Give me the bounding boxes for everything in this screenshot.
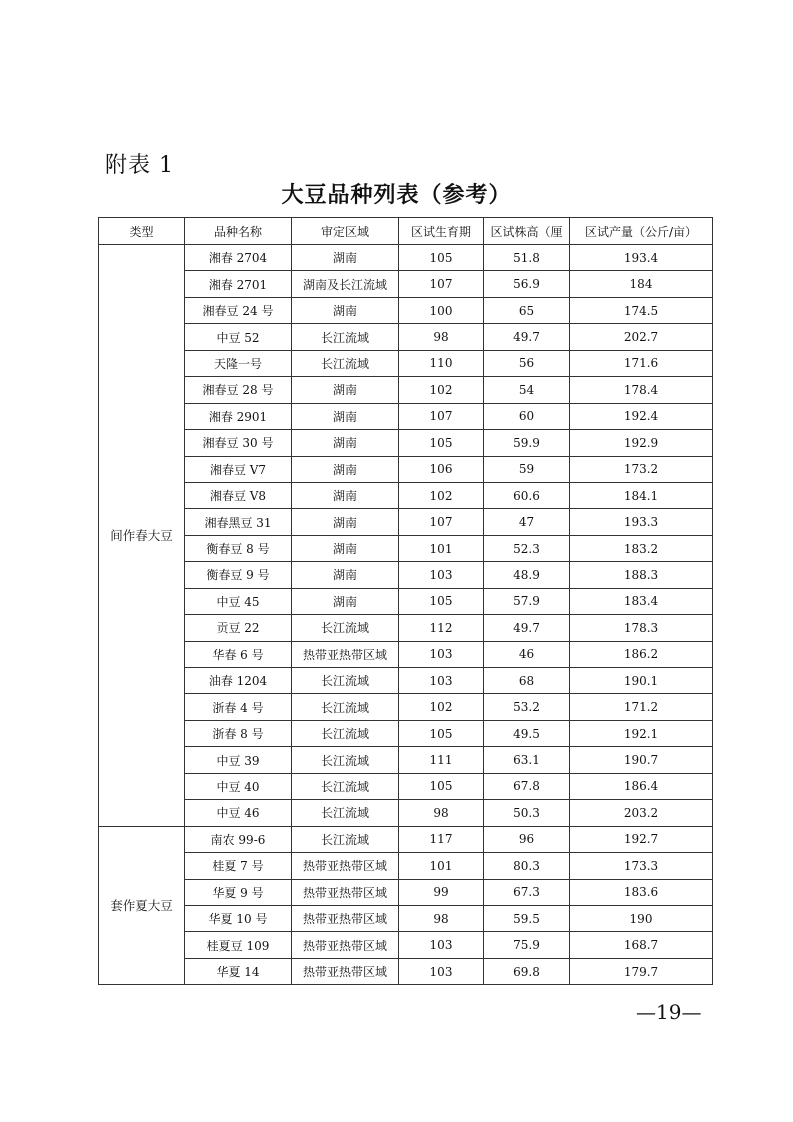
cell-growth-period: 102 <box>399 694 484 720</box>
cell-variety-name: 湘春豆 30 号 <box>185 430 292 456</box>
cell-growth-period: 101 <box>399 535 484 561</box>
cell-variety-name: 华春 6 号 <box>185 641 292 667</box>
header-approved-region: 审定区域 <box>292 218 399 245</box>
cell-plant-height: 59 <box>484 456 570 482</box>
cell-plant-height: 63.1 <box>484 747 570 773</box>
cell-plant-height: 57.9 <box>484 588 570 614</box>
cell-plant-height: 49.7 <box>484 324 570 350</box>
page-title: 大豆品种列表（参考） <box>281 182 512 208</box>
cell-approved-region: 湖南 <box>292 245 399 271</box>
cell-growth-period: 102 <box>399 482 484 508</box>
cell-variety-name: 中豆 46 <box>185 800 292 826</box>
table-row <box>99 773 713 799</box>
cell-yield: 179.7 <box>570 958 713 984</box>
header-yield: 区试产量（公斤/亩） <box>570 218 713 245</box>
table-row <box>99 562 713 588</box>
cell-growth-period: 107 <box>399 509 484 535</box>
cell-approved-region: 热带亚热带区域 <box>292 958 399 984</box>
cell-variety-name: 中豆 40 <box>185 773 292 799</box>
table-row <box>99 958 713 984</box>
cell-approved-region: 长江流域 <box>292 668 399 694</box>
cell-growth-period: 111 <box>399 747 484 773</box>
cell-plant-height: 56.9 <box>484 271 570 297</box>
cell-growth-period: 110 <box>399 350 484 376</box>
cell-approved-region: 湖南 <box>292 377 399 403</box>
table-row <box>99 826 713 852</box>
cell-growth-period: 101 <box>399 853 484 879</box>
cell-yield: 183.2 <box>570 535 713 561</box>
cell-plant-height: 59.5 <box>484 905 570 931</box>
cell-approved-region: 热带亚热带区域 <box>292 879 399 905</box>
cell-plant-height: 69.8 <box>484 958 570 984</box>
cell-variety-name: 浙春 8 号 <box>185 720 292 746</box>
cell-approved-region: 热带亚热带区域 <box>292 905 399 931</box>
cell-variety-name: 中豆 39 <box>185 747 292 773</box>
cell-growth-period: 100 <box>399 297 484 323</box>
table-header-row <box>99 218 713 245</box>
cell-growth-period: 103 <box>399 668 484 694</box>
cell-yield: 192.9 <box>570 430 713 456</box>
cell-growth-period: 112 <box>399 615 484 641</box>
cell-yield: 190.1 <box>570 668 713 694</box>
cell-variety-name: 衡春豆 9 号 <box>185 562 292 588</box>
table-row <box>99 800 713 826</box>
cell-variety-name: 油春 1204 <box>185 668 292 694</box>
cell-yield: 173.2 <box>570 456 713 482</box>
cell-plant-height: 80.3 <box>484 853 570 879</box>
cell-approved-region: 长江流域 <box>292 747 399 773</box>
table-row <box>99 350 713 376</box>
header-growth-period: 区试生育期 <box>399 218 484 245</box>
cell-growth-period: 98 <box>399 800 484 826</box>
cell-yield: 190.7 <box>570 747 713 773</box>
cell-plant-height: 48.9 <box>484 562 570 588</box>
cell-variety-name: 中豆 45 <box>185 588 292 614</box>
header-type: 类型 <box>99 218 185 245</box>
cell-variety-name: 湘春 2704 <box>185 245 292 271</box>
cell-variety-name: 湘春豆 28 号 <box>185 377 292 403</box>
cell-yield: 188.3 <box>570 562 713 588</box>
cell-variety-name: 桂夏 7 号 <box>185 853 292 879</box>
table-body <box>99 245 713 985</box>
table-row <box>99 271 713 297</box>
page-number: —19— <box>636 1000 702 1024</box>
cell-growth-period: 99 <box>399 879 484 905</box>
cell-approved-region: 长江流域 <box>292 694 399 720</box>
cell-yield: 193.4 <box>570 245 713 271</box>
cell-plant-height: 51.8 <box>484 245 570 271</box>
cell-variety-name: 湘春豆 24 号 <box>185 297 292 323</box>
cell-growth-period: 105 <box>399 245 484 271</box>
header-plant-height: 区试株高（厘 <box>484 218 570 245</box>
table-row <box>99 588 713 614</box>
cell-approved-region: 湖南 <box>292 509 399 535</box>
cell-approved-region: 长江流域 <box>292 350 399 376</box>
cell-yield: 192.7 <box>570 826 713 852</box>
cell-approved-region: 长江流域 <box>292 773 399 799</box>
cell-approved-region: 长江流域 <box>292 324 399 350</box>
cell-plant-height: 67.8 <box>484 773 570 799</box>
cell-yield: 171.2 <box>570 694 713 720</box>
cell-yield: 174.5 <box>570 297 713 323</box>
table-row <box>99 509 713 535</box>
cell-yield: 168.7 <box>570 932 713 958</box>
table-row <box>99 932 713 958</box>
cell-plant-height: 60.6 <box>484 482 570 508</box>
cell-plant-height: 49.5 <box>484 720 570 746</box>
cell-approved-region: 长江流域 <box>292 720 399 746</box>
cell-growth-period: 98 <box>399 324 484 350</box>
table-row <box>99 641 713 667</box>
table-row <box>99 297 713 323</box>
header-variety-name: 品种名称 <box>185 218 292 245</box>
cell-variety-name: 中豆 52 <box>185 324 292 350</box>
cell-plant-height: 47 <box>484 509 570 535</box>
cell-growth-period: 105 <box>399 588 484 614</box>
cell-approved-region: 长江流域 <box>292 615 399 641</box>
cell-yield: 178.4 <box>570 377 713 403</box>
cell-variety-name: 湘春豆 V7 <box>185 456 292 482</box>
cell-variety-name: 华夏 10 号 <box>185 905 292 931</box>
cell-growth-period: 105 <box>399 430 484 456</box>
cell-variety-name: 湘春黑豆 31 <box>185 509 292 535</box>
table-row <box>99 905 713 931</box>
cell-yield: 184.1 <box>570 482 713 508</box>
cell-yield: 190 <box>570 905 713 931</box>
table-row <box>99 720 713 746</box>
cell-yield: 178.3 <box>570 615 713 641</box>
cell-approved-region: 湖南 <box>292 403 399 429</box>
table-row <box>99 403 713 429</box>
cell-plant-height: 49.7 <box>484 615 570 641</box>
cell-variety-name: 南农 99-6 <box>185 826 292 852</box>
table-row <box>99 615 713 641</box>
cell-yield: 192.4 <box>570 403 713 429</box>
soybean-variety-table <box>98 217 713 985</box>
cell-plant-height: 52.3 <box>484 535 570 561</box>
cell-yield: 183.6 <box>570 879 713 905</box>
table-row <box>99 456 713 482</box>
cell-type: 套作夏大豆 <box>99 826 185 985</box>
cell-approved-region: 湖南 <box>292 297 399 323</box>
cell-growth-period: 98 <box>399 905 484 931</box>
cell-variety-name: 衡春豆 8 号 <box>185 535 292 561</box>
cell-approved-region: 热带亚热带区域 <box>292 932 399 958</box>
cell-variety-name: 华夏 14 <box>185 958 292 984</box>
cell-plant-height: 68 <box>484 668 570 694</box>
cell-approved-region: 长江流域 <box>292 826 399 852</box>
cell-variety-name: 贡豆 22 <box>185 615 292 641</box>
cell-variety-name: 桂夏豆 109 <box>185 932 292 958</box>
cell-approved-region: 湖南 <box>292 535 399 561</box>
cell-yield: 173.3 <box>570 853 713 879</box>
cell-variety-name: 湘春 2901 <box>185 403 292 429</box>
cell-plant-height: 50.3 <box>484 800 570 826</box>
cell-yield: 183.4 <box>570 588 713 614</box>
cell-variety-name: 湘春 2701 <box>185 271 292 297</box>
cell-approved-region: 湖南 <box>292 482 399 508</box>
cell-growth-period: 117 <box>399 826 484 852</box>
cell-variety-name: 华夏 9 号 <box>185 879 292 905</box>
cell-approved-region: 湖南 <box>292 562 399 588</box>
cell-variety-name: 湘春豆 V8 <box>185 482 292 508</box>
cell-plant-height: 54 <box>484 377 570 403</box>
cell-growth-period: 103 <box>399 641 484 667</box>
cell-plant-height: 59.9 <box>484 430 570 456</box>
cell-yield: 193.3 <box>570 509 713 535</box>
cell-growth-period: 107 <box>399 403 484 429</box>
cell-growth-period: 107 <box>399 271 484 297</box>
cell-plant-height: 53.2 <box>484 694 570 720</box>
cell-plant-height: 46 <box>484 641 570 667</box>
cell-approved-region: 湖南 <box>292 456 399 482</box>
cell-approved-region: 湖南 <box>292 588 399 614</box>
cell-approved-region: 长江流域 <box>292 800 399 826</box>
cell-variety-name: 浙春 4 号 <box>185 694 292 720</box>
table-row <box>99 694 713 720</box>
cell-yield: 192.1 <box>570 720 713 746</box>
table-row <box>99 482 713 508</box>
cell-yield: 186.2 <box>570 641 713 667</box>
cell-plant-height: 96 <box>484 826 570 852</box>
cell-plant-height: 67.3 <box>484 879 570 905</box>
cell-approved-region: 湖南 <box>292 430 399 456</box>
cell-plant-height: 65 <box>484 297 570 323</box>
cell-growth-period: 106 <box>399 456 484 482</box>
table-row <box>99 668 713 694</box>
cell-yield: 186.4 <box>570 773 713 799</box>
cell-yield: 184 <box>570 271 713 297</box>
table-row <box>99 535 713 561</box>
cell-growth-period: 103 <box>399 562 484 588</box>
cell-variety-name: 天隆一号 <box>185 350 292 376</box>
cell-plant-height: 56 <box>484 350 570 376</box>
cell-yield: 171.6 <box>570 350 713 376</box>
table-row <box>99 430 713 456</box>
cell-growth-period: 103 <box>399 958 484 984</box>
cell-approved-region: 热带亚热带区域 <box>292 853 399 879</box>
cell-approved-region: 湖南及长江流域 <box>292 271 399 297</box>
cell-type: 间作春大豆 <box>99 245 185 827</box>
cell-yield: 203.2 <box>570 800 713 826</box>
cell-growth-period: 102 <box>399 377 484 403</box>
table-row <box>99 747 713 773</box>
cell-plant-height: 75.9 <box>484 932 570 958</box>
table-row <box>99 879 713 905</box>
cell-plant-height: 60 <box>484 403 570 429</box>
table-row <box>99 377 713 403</box>
cell-growth-period: 105 <box>399 773 484 799</box>
cell-yield: 202.7 <box>570 324 713 350</box>
table-row <box>99 245 713 271</box>
cell-growth-period: 103 <box>399 932 484 958</box>
cell-approved-region: 热带亚热带区域 <box>292 641 399 667</box>
cell-growth-period: 105 <box>399 720 484 746</box>
appendix-label: 附表 1 <box>105 153 174 178</box>
table-row <box>99 324 713 350</box>
table-row <box>99 853 713 879</box>
